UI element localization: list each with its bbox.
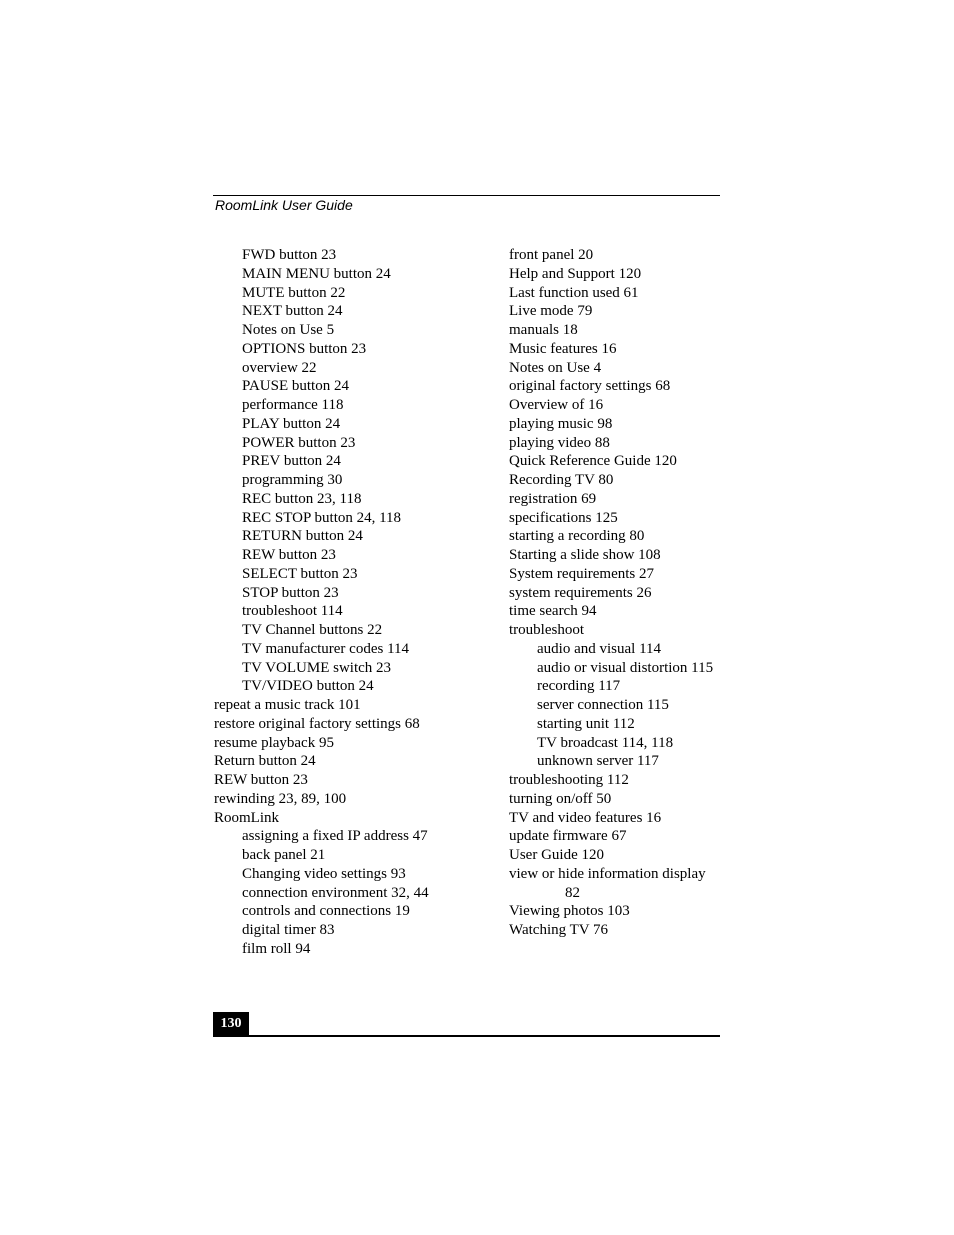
index-entry: update firmware 67	[509, 828, 627, 845]
index-entry: Recording TV 80	[509, 472, 614, 488]
index-entry: playing video 88	[509, 434, 610, 451]
index-entry: Last function used 61	[509, 284, 639, 301]
index-subentry: MAIN MENU button 24	[242, 265, 391, 282]
index-subentry: audio or visual distortion 115	[537, 659, 714, 676]
index-subentry: assigning a fixed IP address 47	[242, 828, 428, 845]
index-subentry: audio and visual 114	[537, 640, 662, 657]
index-entry: system requirements 26	[509, 584, 652, 601]
index-subentry: OPTIONS button 23	[242, 340, 367, 357]
index-entry: REW button 23	[214, 772, 308, 788]
index-entry: User Guide 120	[509, 847, 604, 863]
index-entry: registration 69	[509, 490, 597, 507]
index-subentry: unknown server 117	[537, 753, 659, 770]
index-subentry: recording 117	[537, 678, 621, 695]
index-entry: Starting a slide show 108	[509, 547, 661, 563]
index-subentry: POWER button 23	[242, 434, 356, 451]
index-entry: front panel 20	[509, 247, 594, 263]
index-entry: rewinding 23, 89, 100	[214, 790, 347, 807]
index-subentry: digital timer 83	[242, 922, 335, 938]
index-subentry: REC STOP button 24, 118	[242, 509, 402, 526]
index-entry: Quick Reference Guide 120	[509, 453, 677, 470]
index-subentry: film roll 94	[242, 940, 311, 957]
index-subentry: Notes on Use 5	[242, 322, 335, 338]
index-subentry: PAUSE button 24	[242, 378, 349, 395]
index-subentry: STOP button 23	[242, 584, 339, 601]
index-subentry: TV/VIDEO button 24	[242, 678, 374, 695]
footer-rule	[213, 1035, 720, 1037]
index-subentry: Changing video settings 93	[242, 865, 406, 882]
index-subentry: programming 30	[242, 472, 343, 488]
index-entry: Overview of 16	[509, 397, 604, 413]
index-subentry: TV broadcast 114, 118	[537, 734, 674, 751]
index-entry: Notes on Use 4	[509, 359, 602, 376]
index-entry: Help and Support 120	[509, 265, 642, 282]
index-column-left	[214, 246, 494, 959]
index-subentry: server connection 115	[537, 697, 669, 713]
index-entry: original factory settings 68	[509, 378, 671, 395]
index-entry: troubleshoot	[509, 622, 584, 638]
index-entry: Watching TV 76	[509, 922, 609, 938]
index-entry: Music features 16	[509, 340, 617, 357]
index-subentry: back panel 21	[242, 847, 326, 863]
index-entry: 82	[565, 884, 580, 901]
index-subentry: PREV button 24	[242, 453, 341, 470]
index-entry: Live mode 79	[509, 303, 593, 320]
index-subentry: TV VOLUME switch 23	[242, 659, 392, 676]
index-entry: Return button 24	[214, 753, 316, 770]
index-subentry: REW button 23	[242, 547, 336, 563]
index-entry: troubleshooting 112	[509, 772, 629, 788]
index-entry: playing music 98	[509, 415, 613, 432]
header-rule	[213, 195, 720, 196]
index-entry: RoomLink	[214, 809, 280, 826]
index-entry: manuals 18	[509, 322, 578, 338]
index-entry: TV and video features 16	[509, 809, 662, 826]
index-entry: specifications 125	[509, 509, 618, 526]
index-column-right	[509, 246, 724, 940]
index-entry: turning on/off 50	[509, 790, 612, 807]
index-entry: time search 94	[509, 603, 597, 620]
index-subentry: MUTE button 22	[242, 284, 346, 301]
page-number-badge: 130	[213, 1012, 249, 1036]
index-entry: view or hide information display	[509, 865, 706, 882]
index-subentry: REC button 23, 118	[242, 490, 362, 507]
index-subentry: RETURN button 24	[242, 528, 363, 545]
index-subentry: controls and connections 19	[242, 903, 410, 920]
index-entry: System requirements 27	[509, 565, 654, 582]
index-subentry: starting unit 112	[537, 715, 635, 732]
index-subentry: PLAY button 24	[242, 415, 341, 432]
index-subentry: troubleshoot 114	[242, 603, 343, 620]
index-subentry: overview 22	[242, 359, 317, 376]
index-entry: starting a recording 80	[509, 528, 645, 545]
index-entry: Viewing photos 103	[509, 903, 630, 920]
index-entry: repeat a music track 101	[214, 697, 361, 713]
index-subentry: FWD button 23	[242, 247, 337, 263]
index-subentry: performance 118	[242, 397, 344, 413]
index-subentry: NEXT button 24	[242, 303, 343, 320]
index-entry: restore original factory settings 68	[214, 715, 420, 732]
index-subentry: TV Channel buttons 22	[242, 622, 383, 638]
index-subentry: TV manufacturer codes 114	[242, 640, 410, 657]
index-subentry: SELECT button 23	[242, 565, 358, 582]
index-entry: resume playback 95	[214, 734, 334, 751]
index-subentry: connection environment 32, 44	[242, 884, 429, 901]
running-header: RoomLink User Guide	[215, 197, 353, 213]
